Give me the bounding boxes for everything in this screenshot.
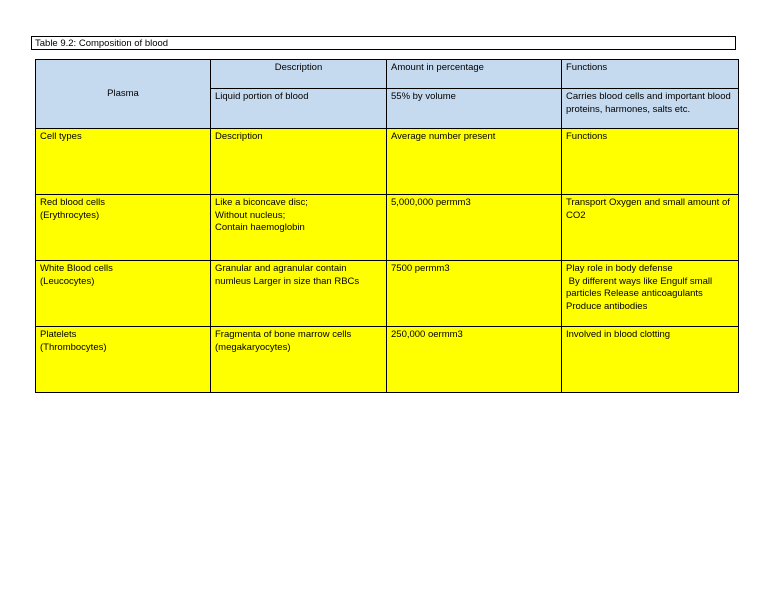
cell-type	[36, 327, 211, 393]
cell-amount: 5,000,000 permm3	[387, 195, 562, 261]
table-row	[36, 327, 739, 393]
cell-types-header-row	[36, 129, 739, 195]
plasma-header-description: Description	[211, 60, 387, 89]
cell-line: Transport Oxygen and small amount of CO2	[566, 197, 730, 221]
cell-line: White Blood cells	[40, 263, 113, 274]
cell-line: Granular and agranular contain numleus Larger in size than RBCs	[215, 263, 360, 287]
cell-functions	[562, 327, 739, 393]
cell-line: By different ways like Engulf small particles Release anticoagulants	[566, 275, 715, 299]
header-description: Description	[211, 129, 387, 195]
plasma-header-row	[36, 60, 739, 89]
header-functions: Functions	[562, 129, 739, 195]
table-caption: Table 9.2: Composition of blood	[31, 36, 736, 50]
cell-line: Produce antibodies	[566, 300, 648, 312]
cell-line: (Thrombocytes)	[40, 341, 107, 353]
plasma-functions: Carries blood cells and important blood proteins, harmones, salts etc.	[562, 89, 739, 129]
blood-composition-table	[35, 59, 739, 393]
table-row	[36, 195, 739, 261]
cell-description	[211, 261, 387, 327]
plasma-label-cell	[36, 60, 211, 129]
cell-line: Fragmenta of bone marrow cells	[215, 329, 352, 340]
plasma-amount: 55% by volume	[387, 89, 562, 129]
table-row	[36, 261, 739, 327]
header-average-number: Average number present	[387, 129, 562, 195]
cell-line: Play role in body defense	[566, 263, 673, 274]
cell-line: Platelets	[40, 329, 77, 340]
plasma-header-amount: Amount in percentage	[387, 60, 562, 89]
cell-amount: 7500 permm3	[387, 261, 562, 327]
cell-functions	[562, 195, 739, 261]
cell-line: Contain haemoglobin	[215, 222, 305, 233]
plasma-header-functions: Functions	[562, 60, 739, 89]
cell-type	[36, 261, 211, 327]
cell-functions	[562, 261, 739, 327]
cell-line: (Erythrocytes)	[40, 209, 100, 221]
cell-line: (megakaryocytes)	[215, 341, 291, 353]
cell-line: Red blood cells	[40, 197, 105, 208]
cell-description	[211, 327, 387, 393]
cell-type	[36, 195, 211, 261]
cell-description	[211, 195, 387, 261]
plasma-description: Liquid portion of blood	[211, 89, 387, 129]
cell-line: Involved in blood clotting	[566, 329, 671, 340]
cell-line: Without nucleus;	[215, 209, 286, 221]
cell-line: (Leucocytes)	[40, 275, 95, 287]
cell-amount: 250,000 oermm3	[387, 327, 562, 393]
header-cell-types: Cell types	[36, 129, 211, 195]
plasma-label: Plasma	[107, 87, 139, 99]
cell-line: Like a biconcave disc;	[215, 197, 308, 208]
